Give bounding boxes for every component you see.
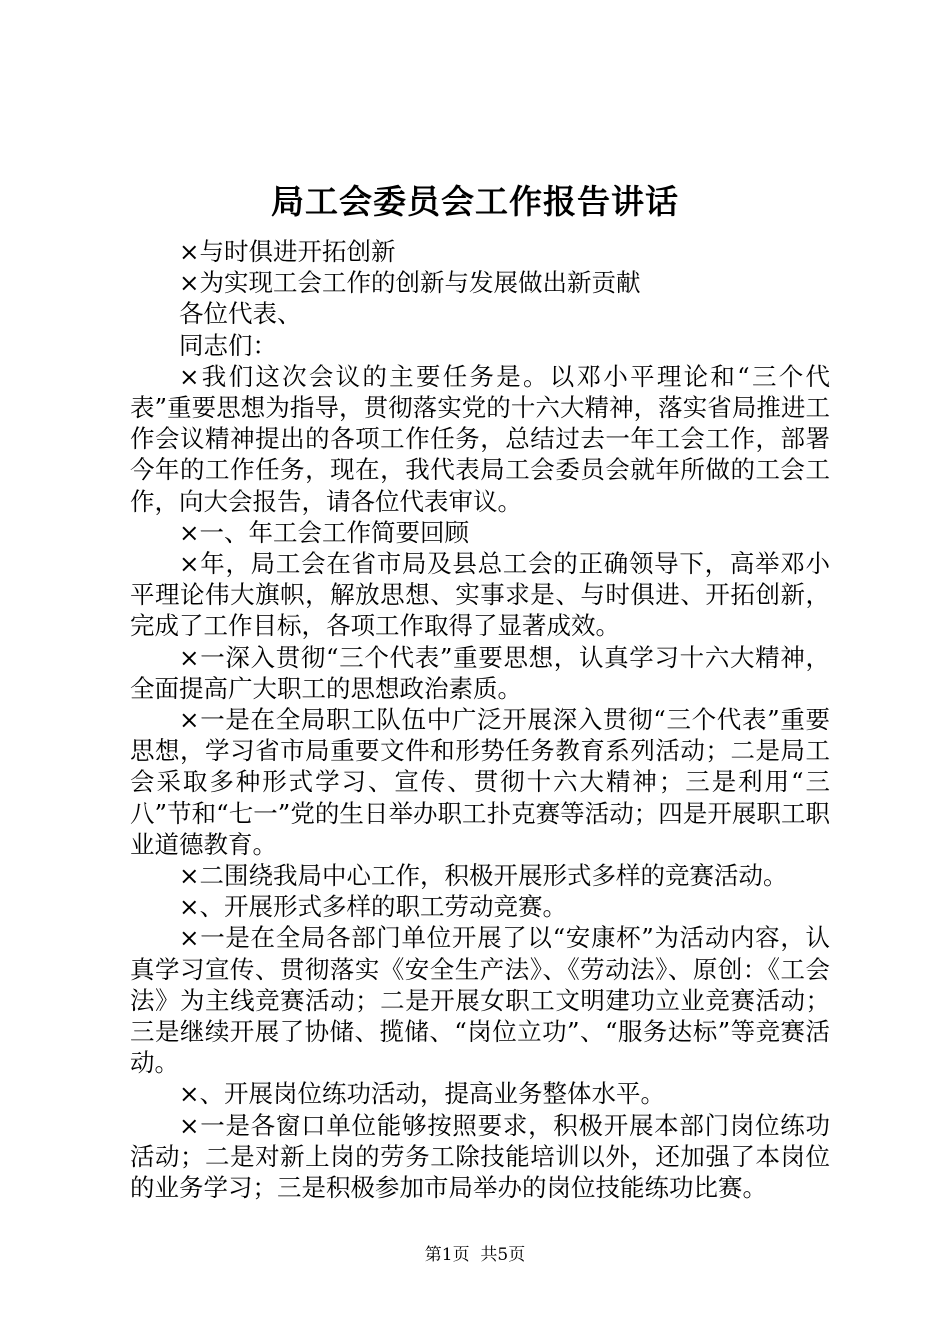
paragraph-point-2: ×二围绕我局中心工作，积极开展形式多样的竞赛活动。 — [179, 861, 788, 891]
paragraph-training-detail: ×一是各窗口单位能够按照要求，积极开展本部门岗位练功活动；二是对新上岗的劳务工除技能培训以外，还加强了本岗位的业务学习；三是积极参加市局举办的岗位技能练功比赛。 — [130, 1110, 830, 1203]
paragraph-point-1-detail: ×一是在全局职工队伍中广泛开展深入贯彻“三个代表”重要思想，学习省市局重要文件和形势任务教育系列活动；二是局工会采取多种形式学习、宣传、贯彻十六大精神；三是利用“三八”节和“七一”党的生日举办职工扑克赛等活动；四是开展职工职业道德教育。 — [130, 705, 830, 859]
paragraph-section-heading: ×一、年工会工作简要回顾 — [179, 517, 470, 547]
document-title: 局工会委员会工作报告讲话 — [271, 182, 679, 221]
paragraph-subpoint-training: ×、开展岗位练功活动，提高业务整体水平。 — [179, 1079, 666, 1109]
paragraph-review-summary: ×年，局工会在省市局及县总工会的正确领导下，高举邓小平理论伟大旗帜，解放思想、实事求是、与时俱进、开拓创新，完成了工作目标，各项工作取得了显著成效。 — [130, 549, 830, 641]
document-body — [130, 236, 830, 1203]
paragraph-intro: ×我们这次会议的主要任务是。以邓小平理论和“三个代表”重要思想为指导，贯彻落实党的十六大精神，落实省局推进工作会议精神提出的各项工作任务，总结过去一年工会工作，部署今年的工作任务，现在，我代表局工会委员会就年所做的工会工作，向大会报告，请各位代表审议。 — [130, 361, 830, 516]
paragraph-subtitle-1: ×与时俱进开拓创新 — [179, 237, 396, 266]
paragraph-salutation-2: 同志们： — [179, 330, 277, 360]
paragraph-subtitle-2: ×为实现工会工作的创新与发展做出新贡献 — [179, 268, 641, 298]
paragraph-competition-detail: ×一是在全局各部门单位开展了以“安康杯”为活动内容，认真学习宣传、贯彻落实《安全生产法》、《劳动法》、原创：《工会法》为主线竞赛活动；二是开展女职工文明建功立业竞赛活动；三是继续开展了协储、揽储、“岗位立功”、“服务达标”等竞赛活动。 — [130, 923, 830, 1078]
paragraph-point-1: ×一深入贯彻“三个代表”重要思想，认真学习十六大精神，全面提高广大职工的思想政治素质。 — [130, 642, 830, 703]
page-number: 第1页 — [424, 1245, 470, 1265]
paragraph-subpoint-competition: ×、开展形式多样的职工劳动竞赛。 — [179, 892, 568, 922]
page-footer — [0, 1244, 950, 1266]
page-total: 共5页 — [480, 1245, 526, 1265]
paragraph-salutation-1: 各位代表、 — [179, 299, 302, 329]
